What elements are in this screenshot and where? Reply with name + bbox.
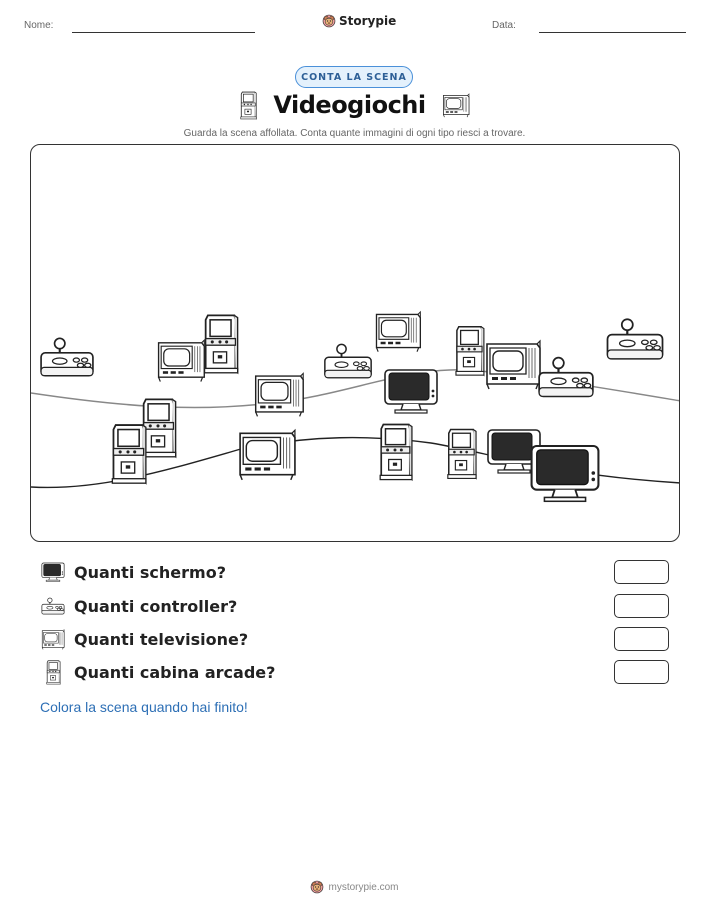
television-icon <box>40 626 66 652</box>
coloring-note: Colora la scena quando hai finito! <box>40 699 248 715</box>
question-text: Quanti cabina arcade? <box>74 662 276 682</box>
answer-box-screens[interactable] <box>614 560 669 584</box>
footer-url: mystorypie.com <box>328 881 399 893</box>
question-text: Quanti controller? <box>74 596 238 616</box>
controller-icon <box>40 593 66 619</box>
arcade-cabinet-1 <box>205 315 238 372</box>
television-1 <box>159 340 205 381</box>
arcade-cabinet-5 <box>380 425 412 480</box>
question-controllers <box>40 593 670 619</box>
screen-3 <box>532 446 599 501</box>
counting-scene <box>30 144 680 542</box>
answer-box-televisions[interactable] <box>614 627 669 651</box>
controller-4 <box>539 358 593 397</box>
arcade-cabinet-4 <box>112 425 146 483</box>
instructions: Guarda la scena affollata. Conta quante immagini di ogni tipo riesci a trovare. <box>183 128 526 139</box>
scene-illustration <box>31 145 680 542</box>
title-row <box>0 90 709 120</box>
controller-1 <box>41 338 93 375</box>
brand-name: Storypie <box>339 14 397 28</box>
name-field[interactable] <box>72 32 255 33</box>
television-5 <box>240 430 295 480</box>
arcade-cabinet-3 <box>143 399 176 456</box>
date-field[interactable] <box>539 32 686 33</box>
page-title: Videogiochi <box>273 91 426 119</box>
controller-2 <box>325 344 371 377</box>
storypie-icon <box>310 880 324 894</box>
question-text: Quanti schermo? <box>74 562 226 582</box>
television-3 <box>487 341 540 389</box>
question-text: Quanti televisione? <box>74 629 249 649</box>
arcade-cabinet-icon <box>239 90 257 120</box>
answer-box-controllers[interactable] <box>614 594 669 618</box>
date-label: Data: <box>492 20 516 31</box>
arcade-cabinet-6 <box>448 429 476 478</box>
television-icon <box>442 91 470 119</box>
footer <box>0 880 709 894</box>
answer-box-arcade-cabinets[interactable] <box>614 660 669 684</box>
television-2 <box>376 312 420 352</box>
question-televisions <box>40 626 670 652</box>
brand-logo <box>322 14 396 28</box>
category-badge: CONTA LA SCENA <box>295 66 413 88</box>
television-4 <box>256 373 304 416</box>
arcade-cabinet-icon <box>40 659 66 685</box>
storypie-icon <box>322 14 336 28</box>
screen-1 <box>385 370 437 413</box>
question-screens <box>40 559 670 585</box>
arcade-cabinet-2 <box>456 327 484 375</box>
name-label: Nome: <box>24 20 54 31</box>
question-arcade-cabinets <box>40 659 670 685</box>
screen-icon <box>40 559 66 585</box>
controller-3 <box>608 319 663 359</box>
